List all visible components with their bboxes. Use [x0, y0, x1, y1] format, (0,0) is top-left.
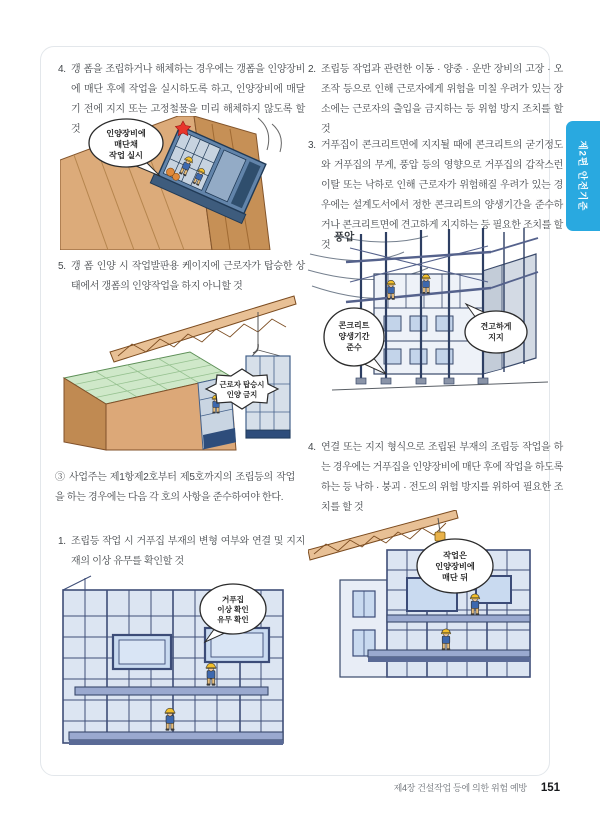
bubble-line: 인양 금지: [226, 390, 258, 399]
bubble-line: 매단 뒤: [441, 573, 469, 582]
bubble-line: 근로자 탑승시: [219, 380, 265, 389]
crane-boom: [110, 296, 296, 362]
item-number: 4.: [308, 442, 316, 453]
clause-right-item2: [308, 60, 563, 140]
bubble-line: 이상 확인: [217, 605, 249, 614]
item-text: 거푸집이 콘크리트면에 지지될 때에 콘크리트의 굳기정도와 거푸집의 무게, 풍압 등의 영향으로 거푸집의 갑작스런 이탈 또는 낙하로 인해 근로자가 위험해질 우려가 있는 경우에는 설계도서에서 정한 콘크리트의 양생기간을 준수하거나 콘크리트면에 견고하게 지지하는 등 필요한 조치를 할 것: [321, 140, 563, 251]
bubble-line: 작업 실시: [109, 151, 143, 160]
speech-bubble-curing: [324, 308, 386, 374]
section-tab-label: 제2편 안전기준: [576, 140, 587, 212]
spiky-speech-bubble: [206, 369, 278, 409]
clause-text: 사업주는 제1항제2호부터 제5호까지의 조립등의 작업을 하는 경우에는 다음 각 호의 사항을 준수하여야 한다.: [55, 472, 295, 503]
speech-bubble: [417, 539, 493, 593]
illustration-hoist-before-work: [308, 510, 558, 680]
item-number: 4.: [58, 64, 66, 75]
bubble-line: 견고하게: [480, 322, 512, 331]
footer-chapter-title: 제4장 건설작업 등에 의한 위험 예방: [393, 783, 527, 793]
bubble-line: 인양장비에: [435, 562, 475, 571]
hook-icon: [250, 312, 288, 358]
item-number: 2.: [308, 64, 316, 75]
bubble-line: 인양장비에: [106, 129, 146, 138]
item-text: 조립등 작업 시 거푸집 부재의 변형 여부와 연결 및 지지재의 이상 유무를 확인할 것: [71, 536, 305, 567]
bubble-line: 콘크리트: [338, 321, 370, 330]
bubble-line: 작업은: [443, 551, 467, 560]
wind-label: 풍압: [334, 231, 355, 243]
illustration-curing: [306, 226, 558, 430]
item-text: 갱 폼 인양 시 작업발판용 케이지에 근로자가 탑승한 상태에서 갱폼의 인양작업을 하지 아니할 것: [71, 261, 305, 292]
illustration-formwork-check: [55, 572, 295, 768]
clause-right-item4: [308, 438, 563, 518]
item-text: 연결 또는 지지 형식으로 조립된 부재의 조립등 작업을 하는 경우에는 거푸집을 인양장비에 매단 후에 작업을 하도록 하는 등 낙하 · 붕괴 · 전도의 위험 방지를 위하여 필요한 조치를 할 것: [321, 442, 563, 513]
item-number: 5.: [58, 261, 66, 272]
bubble-line: 준수: [346, 343, 362, 352]
bubble-line: 거푸집: [221, 595, 245, 604]
bubble-line: 매단채: [114, 140, 138, 149]
item-text: 조립등 작업과 관련한 이동 · 양중 · 운반 장비의 고장 · 오조작 등으로 인해 근로자에게 위험을 미칠 우려가 있는 장소에는 근로자의 출입을 금지하는 등 위험 방지 조치를 할 것: [321, 64, 563, 135]
bubble-line: 지지: [488, 333, 504, 342]
item-number: 3.: [308, 140, 316, 151]
clause-3-paragraph: [55, 468, 295, 508]
illustration-gang-form: [60, 116, 284, 250]
bubble-line: 유무 확인: [217, 615, 249, 624]
clause-left-item1: [58, 532, 305, 572]
item-text: 갱 폼을 조립하거나 해체하는 경우에는 갱폼을 인양장비에 매단 후에 작업을 실시하도록 하고, 인양장비에 매달기 전에 지지 또는 고정철물을 미리 해체하지 않도록 할 것: [71, 64, 305, 135]
page-footer: [394, 781, 560, 794]
motion-lines: [258, 118, 281, 152]
illustration-cage-hoist: [52, 292, 302, 455]
section-tab: [566, 121, 600, 231]
item-number: 1.: [58, 536, 66, 547]
bubble-line: 양생기간: [338, 332, 370, 341]
clause-number: ③: [55, 472, 66, 483]
clause-left-item5: [58, 257, 305, 297]
back-building: [340, 580, 387, 677]
footer-page-number: 151: [540, 782, 560, 794]
